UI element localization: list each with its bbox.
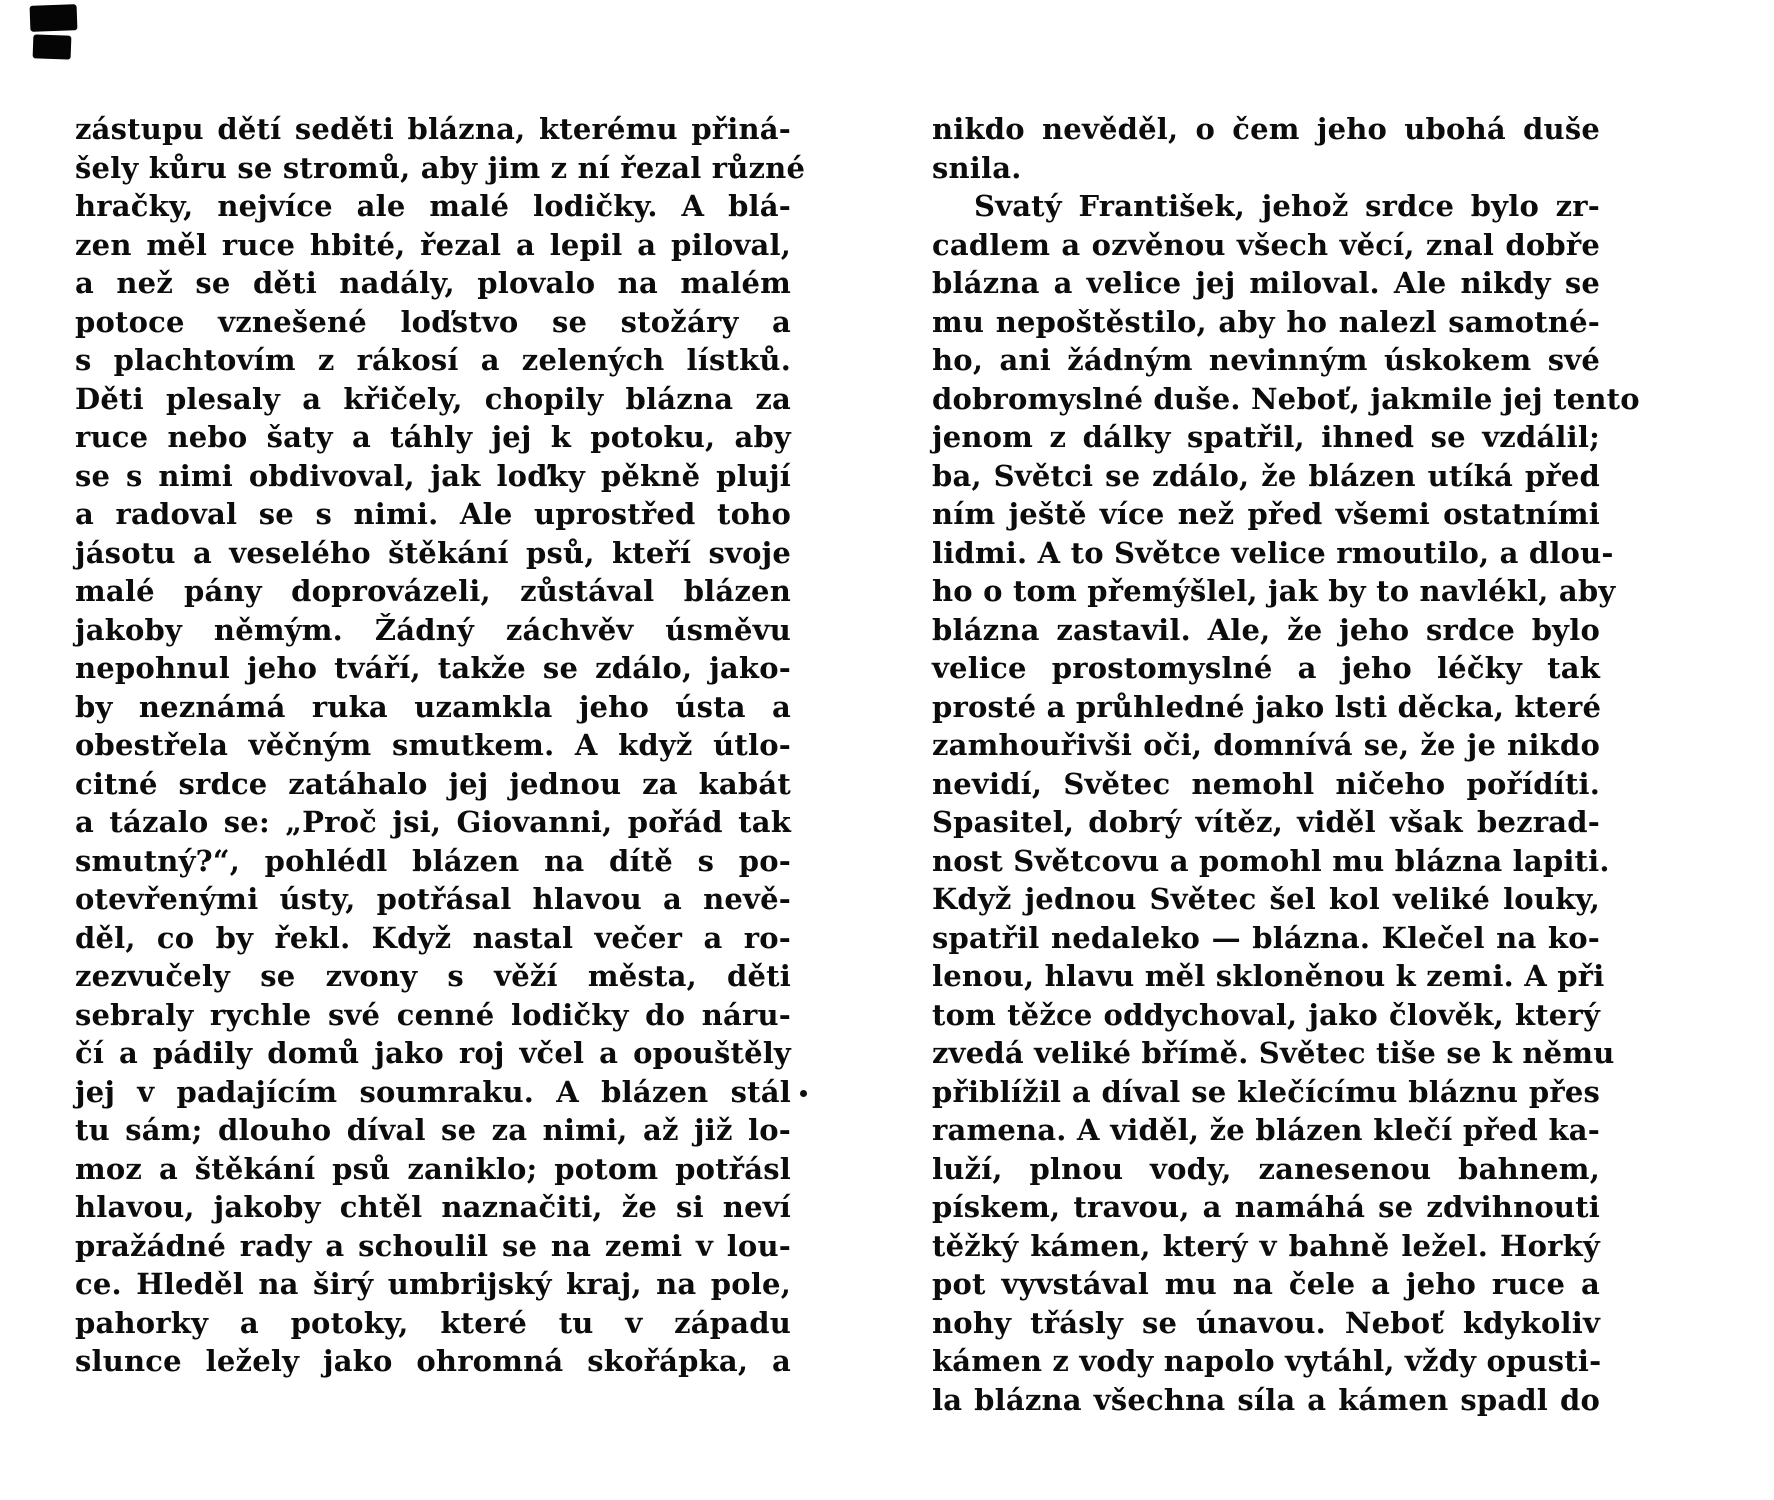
text-line: moz a štěkání psů zaniklo; potom potřásl [75, 1151, 791, 1186]
text-line: zen měl ruce hbité, řezal a lepil a piloval, [75, 227, 791, 262]
text-line: luží, plnou vody, zanesenou bahnem, [932, 1151, 1600, 1186]
text-line: lenou, hlavu měl skloněnou k zemi. A při [932, 959, 1605, 993]
text-line: pražádné rady a schoulil se na zemi v lou- [75, 1228, 791, 1263]
text-line: čí a pádily domů jako roj včel a opouštěly [75, 1036, 791, 1070]
left-text-column [75, 110, 806, 1381]
text-line: la blázna všechna síla a kámen spadl do [932, 1382, 1600, 1417]
text-line: zástupu dětí seděti blázna, kterému přiná- [75, 112, 791, 146]
text-line: pískem, travou, a namáhá se zdvihnouti [932, 1190, 1600, 1224]
text-line: lidmi. A to Světce velice rmoutilo, a dlou- [932, 535, 1614, 570]
text-line: těžký kámen, který v bahně ležel. Horký [932, 1228, 1600, 1263]
text-line: potoce vznešené loďstvo se stožáry a [75, 304, 791, 339]
text-line: sebraly rychle své cenné lodičky do náru- [75, 997, 791, 1032]
text-line: nost Světcovu a pomohl mu blázna lapiti. [932, 843, 1610, 878]
text-line: jakoby němým. Žádný záchvěv úsměvu [75, 612, 791, 647]
text-line: pahorky a potoky, které tu v západu [75, 1305, 791, 1340]
text-line: nikdo nevěděl, o čem jeho ubohá duše [932, 112, 1600, 146]
text-line: a tázalo se: „Proč jsi, Giovanni, pořád tak [75, 805, 791, 839]
text-line: se s nimi obdivoval, jak loďky pěkně plují [75, 458, 791, 493]
text-line: ce. Hleděl na širý umbrijský kraj, na pole, [75, 1267, 791, 1301]
text-line: s plachtovím z rákosí a zelených lístků. [75, 343, 791, 377]
text-line: jej v padajícím soumraku. A blázen stál [75, 1074, 791, 1109]
text-line: smutný?“, pohlédl blázen na dítě s po- [75, 843, 791, 878]
text-line: ruce nebo šaty a táhly jej k potoku, aby [75, 420, 791, 454]
text-line: ho o tom přemýšlel, jak by to navlékl, aby [932, 574, 1616, 608]
text-line: Svatý František, jehož srdce bylo zr- [974, 189, 1600, 223]
text-line: velice prostomyslné a jeho léčky tak [932, 651, 1600, 685]
text-line: by neznámá ruka uzamkla jeho ústa a [75, 689, 791, 724]
text-line: nohy třásly se únavou. Neboť kdykoliv [932, 1305, 1600, 1340]
text-line: snila. [932, 150, 1022, 185]
text-line: nepohnul jeho tváří, takže se zdálo, jako- [75, 651, 791, 685]
text-line: nevidí, Světec nemohl ničeho pořídíti. [932, 766, 1600, 801]
text-line: ním ještě více než před všemi ostatními [932, 497, 1600, 531]
text-line: ramena. A viděl, že blázen klečí před ka- [932, 1113, 1600, 1147]
text-line: prosté a průhledné jako lsti děcka, které [932, 689, 1602, 724]
text-line: otevřenými ústy, potřásal hlavou a nevě- [75, 882, 791, 916]
text-line: jenom z dálky spatřil, ihned se vzdálil; [932, 420, 1600, 454]
text-line: tom těžce oddychoval, jako člověk, který [932, 997, 1600, 1032]
text-line: tu sám; dlouho díval se za nimi, až již lo- [75, 1113, 791, 1147]
text-line: spatřil nedaleko — blázna. Klečel na ko- [932, 920, 1600, 955]
text-line: jásotu a veselého štěkání psů, kteří svoje [75, 535, 791, 570]
text-line: a radoval se s nimi. Ale uprostřed toho [75, 497, 791, 531]
text-line: pot vyvstával mu na čele a jeho ruce a [932, 1267, 1600, 1301]
text-line: hračky, nejvíce ale malé lodičky. A blá- [75, 189, 791, 223]
text-line: citné srdce zatáhalo jej jednou za kabát [75, 766, 791, 801]
text-line: zezvučely se zvony s věží města, děti [75, 959, 791, 993]
text-line: dobromyslné duše. Neboť, jakmile jej tento [932, 381, 1640, 416]
right-text-column [932, 110, 1640, 1419]
text-line: hlavou, jakoby chtěl naznačiti, že si neví [75, 1190, 791, 1224]
text-line: Spasitel, dobrý vítěz, viděl však bezrad- [932, 805, 1600, 839]
text-line: blázna a velice jej miloval. Ale nikdy se [932, 266, 1600, 300]
text-line: kámen z vody napolo vytáhl, vždy opusti- [932, 1344, 1602, 1378]
ink-blot-artifact [33, 34, 72, 59]
text-line: a než se děti nadály, plovalo na malém [75, 266, 791, 300]
text-line: ho, ani žádným nevinným úskokem své [932, 343, 1600, 377]
text-line: obestřela věčným smutkem. A když útlo- [75, 728, 791, 762]
stray-dot-artifact [800, 1090, 807, 1097]
ink-blot-artifact [30, 4, 78, 32]
text-line: blázna zastavil. Ale, že jeho srdce bylo [932, 612, 1600, 647]
text-line: cadlem a ozvěnou všech věcí, znal dobře [932, 227, 1600, 262]
text-line: děl, co by řekl. Když nastal večer a ro- [75, 920, 791, 955]
text-line: zamhouřivši oči, domnívá se, že je nikdo [932, 728, 1600, 762]
text-line: Když jednou Světec šel kol veliké louky, [932, 882, 1600, 916]
text-line: slunce ležely jako ohromná skořápka, a [75, 1344, 791, 1378]
text-line: ba, Světci se zdálo, že blázen utíká před [932, 458, 1600, 493]
text-line: zvedá veliké břímě. Světec tiše se k němu [932, 1036, 1615, 1070]
text-line: přiblížil a díval se klečícímu bláznu přes [932, 1074, 1600, 1109]
text-line: malé pány doprovázeli, zůstával blázen [75, 574, 791, 608]
text-line: Děti plesaly a křičely, chopily blázna za [75, 381, 791, 416]
text-line: mu nepoštěstilo, aby ho nalezl samotné- [932, 304, 1600, 339]
text-line: šely kůru se stromů, aby jim z ní řezal různé [75, 150, 806, 185]
